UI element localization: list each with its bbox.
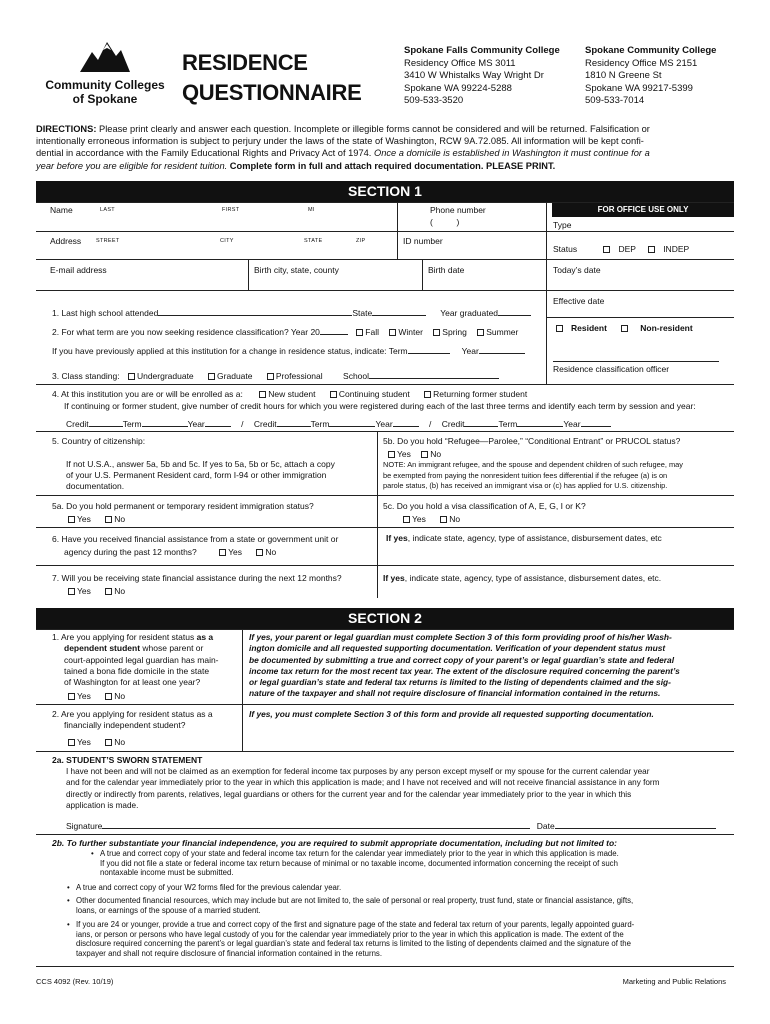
nonresident-checkbox[interactable]	[621, 325, 628, 332]
term-field-1[interactable]	[142, 418, 188, 427]
directions-text: year before you are eligible for resident tuition.	[36, 160, 228, 171]
doc-bullet-line: • If you are 24 or younger, provide a true and correct copy of the first and signature page of the state and federal tax return of your parents, legally appointed guard-	[76, 920, 635, 929]
office-residency-row	[556, 323, 693, 333]
year-label: Year	[375, 419, 393, 429]
nonresident-label: Non-resident	[640, 323, 693, 333]
spring-label: Spring	[442, 327, 467, 337]
sworn-statement-line: and for the calendar year immediately prior to the year in which this application is made; and I have not received and will not receive financial assistance in any form	[66, 778, 660, 788]
directions-text: Complete form in full and attach required documentation. PLEASE PRINT.	[227, 160, 556, 171]
name-field[interactable]	[40, 214, 394, 229]
fall-label: Fall	[365, 327, 379, 337]
college-logo	[80, 38, 130, 78]
scc-office: Residency Office MS 2151	[585, 57, 698, 69]
sfcc-name: Spokane Falls Community College	[404, 45, 560, 56]
separator: /	[241, 419, 244, 429]
birth-date-field[interactable]	[426, 275, 544, 289]
returning-student-label: Returning former student	[433, 389, 528, 399]
q7-label: 7. Will you be receiving state financial assistance during the next 12 months?	[52, 573, 342, 583]
yes-label: Yes	[77, 737, 91, 747]
directions-label: DIRECTIONS:	[36, 124, 97, 134]
s2-q1-label	[52, 632, 219, 688]
footer-dept: Marketing and Public Relations	[622, 977, 726, 986]
q5b-yes-checkbox[interactable]	[388, 451, 395, 458]
sworn-statement-line: directly or indirectly from parents, relatives, legal guardians or others for the current year and for the calendar year immediately prior to the year in which this	[66, 789, 632, 799]
birth-city-field[interactable]	[252, 275, 420, 289]
winter-label: Winter	[398, 327, 423, 337]
previous-application-row	[52, 345, 525, 356]
q7-no-checkbox[interactable]	[105, 588, 112, 595]
prev-term-label: If you have previously applied at this institution for a change in residence status, indicate: Term	[52, 346, 408, 356]
sworn-statement-title: 2a. STUDENT’S SWORN STATEMENT	[52, 755, 203, 765]
no-label: No	[114, 586, 126, 596]
scc-street: 1810 N Greene St	[585, 70, 662, 82]
date-label: Date	[536, 821, 555, 831]
yes-label: Yes	[228, 546, 243, 557]
q5-label: 5. Country of citizenship:	[52, 436, 146, 446]
q1-year-field[interactable]	[498, 307, 531, 316]
doc-bullet-line: • A true and correct copy of your state and federal income tax return for the calendar year immediately prior to the year in which this application is made.	[100, 849, 619, 858]
no-label: No	[114, 514, 126, 524]
credit-label: Credit	[66, 419, 89, 429]
name-mi-caption: MI	[308, 207, 315, 213]
signature-field[interactable]	[102, 820, 530, 829]
q3-label: 3. Class standing:	[52, 371, 120, 381]
undergraduate-checkbox[interactable]	[128, 373, 135, 380]
credit-history-row	[66, 418, 611, 429]
scc-phone: 509-533-7014	[585, 95, 645, 107]
doc-bullet-3	[76, 896, 726, 915]
directions-text: intentionally erroneous information is subject to perjury under the laws of the state of Washington, RCW 9A.72.085. All information will be kept confi-	[36, 136, 644, 147]
form-title-line1: RESIDENCE	[182, 50, 308, 75]
s2-q1-line: court-appointed legal guardian has main-	[64, 654, 219, 665]
q5a-label: 5a. Do you hold permanent or temporary resident immigration status?	[52, 501, 314, 511]
directions-text: dential in accordance with the Family Educational Rights and Privacy Act of 1974.	[36, 148, 374, 159]
q5c-label: 5c. Do you hold a visa classification of A, E, G, I or K?	[383, 501, 586, 511]
q7-options	[68, 586, 125, 596]
separator: /	[429, 419, 432, 429]
q1-year-label: Year graduated	[440, 308, 499, 318]
sfcc-city: Spokane WA 99224-5288	[404, 82, 512, 94]
birth-city-label: Birth city, state, county	[254, 265, 339, 275]
s2-q1-no-checkbox[interactable]	[105, 693, 112, 700]
year-label: Year	[187, 419, 205, 429]
id-number-label: ID number	[403, 236, 443, 246]
credit-field-3[interactable]	[464, 418, 498, 427]
q7-if-yes-text: , indicate state, agency, type of assistance, disbursement dates, etc.	[404, 573, 662, 583]
q1-row	[52, 307, 531, 318]
doc-bullet-4	[76, 920, 726, 959]
q5c-no-checkbox[interactable]	[440, 516, 447, 523]
phone-field[interactable]: ( )	[430, 217, 460, 227]
q5b-note-line: be exempted from paying the nonresident tuition fees differential if the refugee (a) is on	[383, 470, 668, 480]
no-label: No	[449, 514, 461, 524]
q5b-no-checkbox[interactable]	[421, 451, 428, 458]
phone-label: Phone number	[430, 205, 486, 215]
no-label: No	[265, 546, 277, 557]
q5-note-line: If not U.S.A., answer 5a, 5b and 5c. If yes to 5a, 5b or 5c, attach a copy	[66, 459, 335, 469]
new-student-label: New student	[268, 389, 316, 399]
q5b-note-line: parole status, (b) has received an immigrant visa or (c) has applied for U.S. citizenship.	[383, 481, 668, 491]
logo-text-line2: of Spokane	[72, 92, 138, 106]
q5b-note-line: NOTE: An immigrant refugee, and the spouse and dependent children of such refugee, may	[383, 460, 683, 469]
q1-state-field[interactable]	[372, 307, 426, 316]
s2-q2-no-checkbox[interactable]	[105, 739, 112, 746]
q6-line: agency during the past 12 months?	[64, 546, 197, 557]
s2-q2-label	[52, 709, 213, 732]
continuing-student-label: Continuing student	[338, 389, 410, 399]
no-label: No	[114, 737, 126, 747]
sfcc-street: 3410 W Whistalks Way Wright Dr	[404, 70, 544, 82]
school-field[interactable]	[369, 370, 499, 379]
yes-label: Yes	[397, 449, 411, 459]
q1-label: 1. Last high school attended	[52, 308, 159, 318]
credit-label: Credit	[253, 419, 277, 429]
q1-school-field[interactable]	[158, 307, 352, 316]
yes-label: Yes	[77, 691, 91, 701]
office-today-label: Today’s date	[553, 265, 601, 275]
school-label: School	[343, 371, 370, 381]
professional-checkbox[interactable]	[267, 373, 274, 380]
q6-line: 6. Have you received financial assistance from a state or government unit or	[52, 534, 339, 544]
prev-term-field[interactable]	[408, 345, 450, 354]
address-street-caption: STREET	[96, 238, 120, 244]
doc-bullet-line: nontaxable income must be submitted.	[100, 868, 234, 878]
indep-checkbox[interactable]	[648, 246, 655, 253]
indep-label: INDEP	[663, 244, 690, 254]
summer-checkbox[interactable]	[477, 329, 484, 336]
s2-q1-response-line: or legal guardian’s state and federal tax returns is limited to the listing of dependents claimed and the sig-	[249, 677, 671, 688]
q2-row	[52, 326, 518, 337]
form-title-line2: QUESTIONNAIRE	[182, 80, 362, 105]
scc-address-block	[585, 45, 716, 108]
date-field[interactable]	[555, 820, 716, 829]
form-id: CCS 4092 (Rev. 10/19)	[36, 977, 114, 986]
s2-q2-options	[68, 737, 125, 747]
professional-label: Professional	[275, 371, 323, 381]
name-last-caption: LAST	[100, 207, 115, 213]
q1-state-label: State	[352, 308, 373, 318]
s2-q1-options	[68, 691, 125, 701]
yes-label: Yes	[77, 514, 91, 524]
if-yes-label: If yes	[383, 573, 405, 583]
q2-year-field[interactable]	[320, 326, 348, 335]
returning-student-checkbox[interactable]	[424, 391, 431, 398]
doc-bullet-line: loans, or earnings of the spouse of a married student.	[76, 905, 261, 915]
s2-q1-line: as a	[196, 632, 214, 642]
year-field-3[interactable]	[581, 418, 611, 427]
office-effective-label: Effective date	[553, 296, 605, 306]
year-field-2[interactable]	[393, 418, 419, 427]
prev-year-field[interactable]	[479, 345, 525, 354]
section1-header: SECTION 1	[36, 181, 734, 202]
q5-note	[66, 459, 335, 491]
sfcc-address-block	[404, 45, 560, 108]
s2-q2-yes-checkbox[interactable]	[68, 739, 75, 746]
q5-note-line: of your U.S. Permanent Resident card, form I-94 or other immigration	[66, 469, 327, 480]
q3-row	[52, 370, 499, 381]
sworn-statement-line: application is made.	[66, 800, 139, 810]
if-yes-label: If yes	[386, 533, 408, 543]
term-label: Term	[310, 419, 330, 429]
q5a-yes-checkbox[interactable]	[68, 516, 75, 523]
name-label: Name	[50, 205, 73, 215]
undergraduate-label: Undergraduate	[136, 371, 194, 381]
q6-yes-checkbox[interactable]	[219, 549, 226, 556]
dep-checkbox[interactable]	[603, 246, 610, 253]
s2-q1-yes-checkbox[interactable]	[68, 693, 75, 700]
graduate-checkbox[interactable]	[208, 373, 215, 380]
email-label: E-mail address	[50, 265, 107, 275]
section2-header: SECTION 2	[36, 608, 734, 629]
resident-checkbox[interactable]	[556, 325, 563, 332]
q7-if-yes	[383, 573, 661, 583]
s2-q1-line: dependent student	[64, 643, 141, 654]
directions-block	[36, 123, 736, 172]
q6-label	[52, 533, 338, 558]
signature-row	[66, 820, 716, 831]
s2-q2-line: financially independent student?	[64, 720, 186, 731]
s2-q2-if-yes-text: If yes, you must complete Section 3 of this form and provide all requested supporting documentation.	[249, 709, 654, 719]
s2-q1-if-yes-text	[249, 632, 680, 700]
year-field-1[interactable]	[205, 418, 231, 427]
q7-yes-checkbox[interactable]	[68, 588, 75, 595]
resident-label: Resident	[571, 323, 607, 333]
scc-city: Spokane WA 99217-5399	[585, 82, 693, 94]
name-first-caption: FIRST	[222, 207, 240, 213]
doc-bullet-line: ians, or person or persons who have legal custody of you for the calendar year immediately prior to the year in which this application is made. The extent of the	[76, 929, 624, 939]
s2-q1-response-line: ington domicile and all requested supporting documentation. Verification of your dependent status must	[249, 643, 666, 654]
address-label: Address	[50, 236, 82, 246]
q6-no-checkbox[interactable]	[256, 549, 263, 556]
new-student-checkbox[interactable]	[259, 391, 266, 398]
q5a-no-checkbox[interactable]	[105, 516, 112, 523]
q2-label: 2. For what term are you now seeking residence classification? Year 20	[52, 327, 320, 337]
scc-name: Spokane Community College	[585, 45, 717, 56]
s2-q1-line: 1. Are you applying for resident status	[52, 632, 197, 642]
term-label: Term	[498, 419, 518, 429]
prev-year-label: Year	[461, 346, 479, 356]
s2-q1-response-line: income tax return for the most recent tax year. The extent of the disclosure required concerning the parent’s	[249, 665, 680, 676]
continuing-student-checkbox[interactable]	[330, 391, 337, 398]
sfcc-office: Residency Office MS 3011	[404, 57, 516, 69]
winter-checkbox[interactable]	[389, 329, 396, 336]
yes-label: Yes	[77, 586, 91, 596]
office-status-label: Status	[553, 244, 578, 254]
doc-bullet-line: If you did not file a state or federal income tax return because of minimal or no taxable income, documented information concerning the receipt of such	[100, 858, 618, 868]
q6-if-yes-text: , indicate state, agency, type of assistance, disbursement dates, etc	[407, 533, 662, 543]
credit-label: Credit	[441, 419, 465, 429]
s2-q1-line: of Washington for at least one year?	[64, 677, 201, 688]
s2-q1-response-line: If yes, your parent or legal guardian must complete Section 3 of this form providing proof of his/her Wash-	[249, 632, 672, 642]
id-number-field[interactable]	[402, 246, 542, 258]
dep-label: DEP	[618, 244, 636, 254]
q5a-options	[68, 514, 125, 524]
doc-bullet-line: disclosure required concerning the parent’s or legal guardian’s state and federal tax returns is limited to the listing of dependents claimed and the signature of the	[76, 939, 631, 949]
s2-q1-response-line: nature of the taxpayer and shall not require disclosure of financial information contained in the returns.	[249, 688, 661, 699]
s2-q2-line: 2. Are you applying for resident status as a	[52, 709, 213, 719]
year-label: Year	[563, 419, 581, 429]
birth-date-label: Birth date	[428, 265, 465, 275]
email-field[interactable]	[40, 275, 245, 289]
office-use-header: FOR OFFICE USE ONLY	[552, 203, 734, 217]
yes-label: Yes	[412, 514, 426, 524]
s2-q1-line: tained a bona fide domicile in the state	[64, 665, 210, 676]
office-type-label: Type	[553, 220, 572, 230]
q5b-label: 5b. Do you hold “Refugee—Parolee,” “Conditional Entrant” or PRUCOL status?	[383, 436, 681, 446]
doc-bullet-1	[100, 849, 750, 878]
q5b-note	[383, 460, 683, 492]
credit-field-1[interactable]	[89, 418, 123, 427]
sworn-statement-line: I have not been and will not be claimed as an exemption for federal income tax purposes by any person except myself or my spouse for the current calendar year	[66, 767, 650, 776]
no-label: No	[430, 449, 442, 459]
no-label: No	[114, 691, 126, 701]
q5b-options	[388, 449, 441, 459]
signature-label: Signature	[66, 821, 103, 831]
q5c-options	[403, 514, 460, 524]
q4-label: 4. At this institution you are or will be enrolled as a:	[52, 389, 243, 399]
office-status-row	[553, 244, 689, 254]
q5c-yes-checkbox[interactable]	[403, 516, 410, 523]
summer-label: Summer	[486, 327, 519, 337]
fall-checkbox[interactable]	[356, 329, 363, 336]
directions-text: Please print clearly and answer each question. Incomplete or illegible forms cannot be considered and will be returned. Falsification or	[96, 124, 650, 134]
logo-text-line1: Community Colleges	[45, 78, 165, 92]
term-field-2[interactable]	[329, 418, 375, 427]
term-field-3[interactable]	[517, 418, 563, 427]
doc-bullet-line: • Other documented financial resources, which may include but are not limited to, the sale of personal or real property, trust fund, state or financial assistance, gifts,	[76, 896, 634, 905]
q4-row	[52, 389, 527, 399]
office-officer-label: Residence classification officer	[553, 364, 670, 374]
mountain-logo-icon	[80, 38, 130, 78]
address-field[interactable]	[40, 244, 394, 258]
s2-q1-response-line: be documented by submitting a true and correct copy of your parent’s or legal guardian’s state and federal	[249, 654, 675, 665]
directions-text: Once a domicile is established in Washington it must continue for a	[373, 148, 650, 159]
spring-checkbox[interactable]	[433, 329, 440, 336]
sfcc-phone: 509-533-3520	[404, 95, 464, 107]
doc-bullet-2: • A true and correct copy of your W2 forms filed for the previous calendar year.	[76, 883, 726, 893]
s2-q1-line: whose parent or	[140, 643, 204, 654]
q6-if-yes	[386, 533, 662, 543]
q4-instructions: If continuing or former student, give number of credit hours for which you were registered during each of the last three terms and identify each term by session and year:	[64, 401, 696, 411]
graduate-label: Graduate	[217, 371, 253, 381]
address-city-caption: CITY	[220, 238, 234, 244]
q5-note-line: documentation.	[66, 480, 125, 491]
financial-docs-title: 2b. To further substantiate your financial independence, you are required to submit appropriate documentation, including but not limited to:	[52, 838, 617, 848]
address-state-caption: STATE	[304, 238, 323, 244]
doc-bullet-line: taxpayer and shall not require disclosure of financial information contained in the returns.	[76, 949, 382, 959]
credit-field-2[interactable]	[277, 418, 311, 427]
sworn-statement-text	[66, 766, 659, 811]
term-label: Term	[122, 419, 142, 429]
address-zip-caption: ZIP	[356, 238, 366, 244]
